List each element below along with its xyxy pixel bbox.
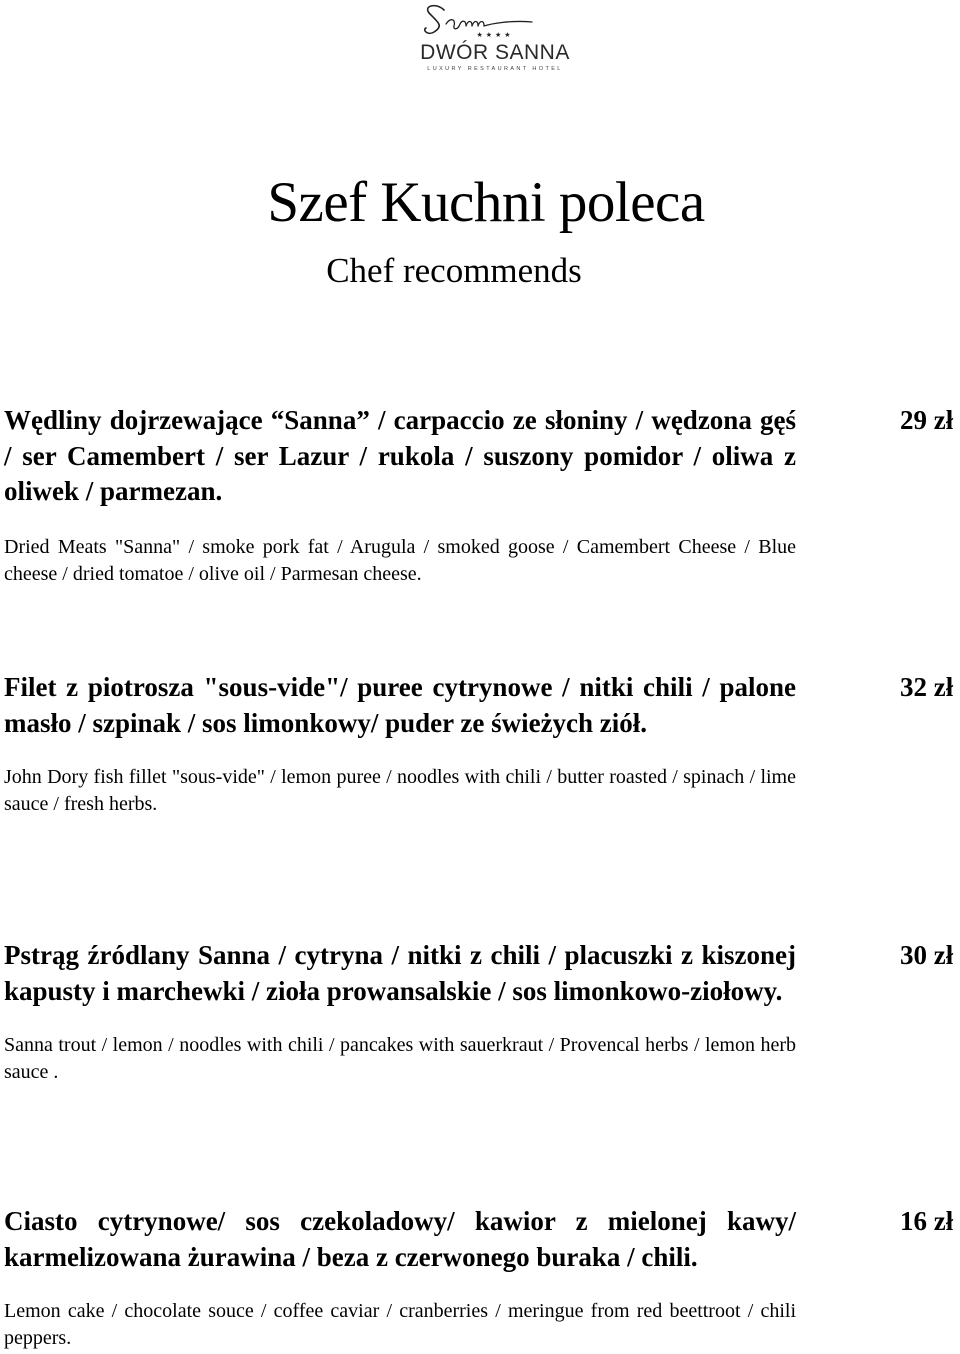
dish-name-en: Sanna trout / lemon / noodles with chili / pancakes with sauerkraut / Provencal herbs / lemon herb sauce . [4,1034,796,1083]
dish-price: 16 zł [900,1206,954,1236]
dish-name-pl: Ciasto cytrynowe/ sos czekoladowy/ kawior z mielonej kawy/ karmelizowana żurawina / beza z czerwonego buraka / chili. [4,1206,796,1272]
dish-name-pl: Filet z piotrosza "sous-vide"/ puree cytrynowe / nitki chili / palone masło / szpinak / sos limonkowy/ puder ze świeżych ziół. [4,672,796,738]
page-title: Szef Kuchni poleca [267,171,705,234]
dish-name-pl: Wędliny dojrzewające “Sanna” / carpaccio ze słoniny / wędzona gęś / ser Camembert / ser Lazur / rukola / suszony pomidor / oliwa z oliwek / parmezan. [4,405,796,506]
menu-item [4,1204,960,1352]
logo-stars: ★★★★ [476,31,514,39]
dish-name-pl: Pstrąg źródlany Sanna / cytryna / nitki z chili / placuszki z kiszonej kapusty i marchewki / zioła prowansalskie / sos limonkowo-ziołowy. [4,940,796,1006]
menu-item [4,670,960,818]
dish-name-en: John Dory fish fillet "sous-vide" / lemon puree / noodles with chili / butter roasted / spinach / lime sauce / fresh herbs. [4,766,796,815]
dish-price: 32 zł [900,672,954,702]
page-subtitle: Chef recommends [326,251,582,290]
menu-item [4,403,960,588]
dish-price: 30 zł [900,940,954,970]
hotel-logo [400,0,590,80]
logo-tagline: LUXURY RESTAURANT HOTEL [427,66,563,72]
dish-price: 29 zł [900,405,954,435]
menu-item [4,938,960,1086]
dish-name-en: Dried Meats "Sanna" / smoke pork fat / Arugula / smoked goose / Camembert Cheese / Blue cheese / dried tomatoe / olive oil / Parmesan cheese. [4,535,796,585]
dish-name-en: Lemon cake / chocolate souce / coffee caviar / cranberries / meringue from red beettroot / chili peppers. [4,1300,796,1349]
logo-name: DWÓR SANNA [420,41,570,64]
